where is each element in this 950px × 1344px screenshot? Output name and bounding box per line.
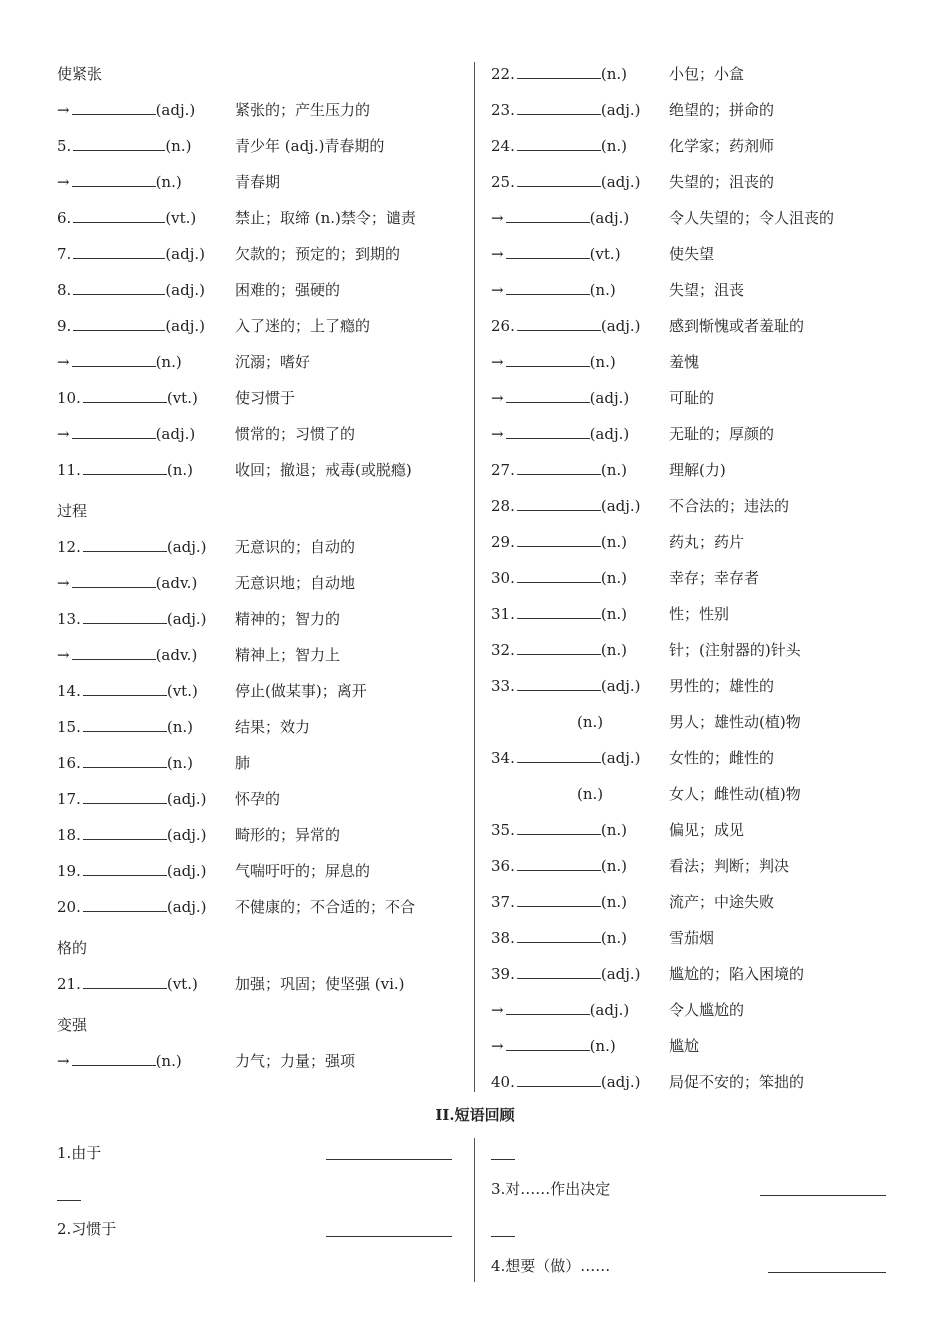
- answer-blank[interactable]: [517, 62, 601, 79]
- entry-number: 14.: [57, 682, 81, 700]
- vocab-entry-row: [491, 276, 911, 312]
- chinese-meaning: 女人；雌性动(植)物: [669, 785, 801, 803]
- entry-number: 16.: [57, 754, 81, 772]
- part-of-speech: (n.): [166, 461, 193, 479]
- vocab-entry-row: [491, 348, 911, 384]
- entry-number: 13.: [57, 610, 81, 628]
- answer-blank[interactable]: [83, 823, 167, 840]
- part-of-speech: (vt.): [166, 975, 198, 993]
- entry-number: 19.: [57, 862, 81, 880]
- entry-number: 8.: [57, 281, 72, 299]
- vocab-entry-row: [491, 132, 911, 168]
- entry-number: 28.: [491, 497, 515, 515]
- chinese-meaning: 流产；中途失败: [669, 893, 775, 911]
- part-of-speech: (adj.): [166, 790, 207, 808]
- answer-blank[interactable]: [506, 350, 590, 367]
- phrase-answer-continuation-1: [57, 1200, 81, 1201]
- answer-blank[interactable]: [72, 350, 156, 367]
- phrase-answer-blank-2[interactable]: [326, 1236, 452, 1237]
- derivation-arrow-icon: →: [57, 173, 70, 191]
- entry-number: 36.: [491, 857, 515, 875]
- answer-blank[interactable]: [83, 679, 167, 696]
- entry-continuation-text: 过程: [57, 502, 88, 520]
- entry-number: 30.: [491, 569, 515, 587]
- entry-number: 29.: [491, 533, 515, 551]
- section-title-phrase-review: II.短语回顾: [435, 1106, 515, 1124]
- entry-number: 7.: [57, 245, 72, 263]
- chinese-meaning: 化学家；药剂师: [669, 137, 775, 155]
- vocab-entry-row: [57, 569, 462, 605]
- part-of-speech: (adj.): [166, 862, 207, 880]
- chinese-meaning: 性；性别: [669, 605, 730, 623]
- part-of-speech: (adj.): [155, 425, 196, 443]
- chinese-meaning: 无耻的；厚颜的: [669, 425, 775, 443]
- chinese-meaning: 小包；小盒: [669, 65, 745, 83]
- derivation-arrow-icon: →: [57, 353, 70, 371]
- chinese-meaning: 局促不安的；笨拙的: [669, 1073, 805, 1091]
- vocab-entry-row: [57, 677, 462, 713]
- part-of-speech: (n.): [600, 821, 627, 839]
- derivation-arrow-icon: →: [491, 1037, 504, 1055]
- answer-blank[interactable]: [506, 278, 590, 295]
- answer-blank[interactable]: [517, 566, 601, 583]
- part-of-speech: (adj.): [166, 898, 207, 916]
- answer-blank[interactable]: [72, 1049, 156, 1066]
- chinese-meaning: 理解(力): [669, 461, 726, 479]
- vocab-entry-row: [491, 312, 911, 348]
- chinese-meaning: 入了迷的；上了瘾的: [235, 317, 371, 335]
- part-of-speech: (n.): [600, 893, 627, 911]
- answer-blank[interactable]: [506, 1034, 590, 1051]
- vocab-entry-row: [57, 312, 462, 348]
- part-of-speech: (adj.): [600, 677, 641, 695]
- part-of-speech: (adj.): [155, 101, 196, 119]
- answer-blank[interactable]: [83, 458, 167, 475]
- entry-number: 33.: [491, 677, 515, 695]
- vocab-entry-row: [57, 857, 462, 893]
- chinese-meaning: 药丸；药片: [669, 533, 745, 551]
- part-of-speech: (adv.): [155, 646, 198, 664]
- answer-blank[interactable]: [517, 890, 601, 907]
- vocab-entry-row: [491, 636, 911, 672]
- part-of-speech: (adj.): [589, 1001, 630, 1019]
- part-of-speech: (adj.): [165, 281, 205, 299]
- answer-blank[interactable]: [517, 926, 601, 943]
- vocab-entry-row: [57, 204, 462, 240]
- vocab-entry-row: [57, 785, 462, 821]
- entry-number: 18.: [57, 826, 81, 844]
- answer-blank-spacer: [493, 783, 577, 799]
- answer-blank[interactable]: [72, 571, 156, 588]
- answer-blank[interactable]: [72, 422, 156, 439]
- answer-blank[interactable]: [83, 607, 167, 624]
- part-of-speech: (adj.): [600, 173, 641, 191]
- vocab-entry-row: [491, 528, 911, 564]
- entry-number: 23.: [491, 101, 515, 119]
- entry-number: 22.: [491, 65, 515, 83]
- entry-number: 17.: [57, 790, 81, 808]
- entry-number: 40.: [491, 1073, 515, 1091]
- part-of-speech: (n.): [600, 569, 627, 587]
- chinese-meaning: 幸存；幸存者: [669, 569, 760, 587]
- chinese-meaning: 精神上；智力上: [235, 646, 341, 664]
- part-of-speech: (vt.): [166, 389, 198, 407]
- part-of-speech: (n.): [600, 65, 627, 83]
- chinese-meaning: 可耻的: [669, 389, 715, 407]
- answer-blank[interactable]: [506, 998, 590, 1015]
- vocab-entry-row: [57, 1047, 462, 1083]
- part-of-speech: (n.): [600, 929, 627, 947]
- part-of-speech: (n.): [589, 1037, 616, 1055]
- vocab-entry-row: [491, 852, 911, 888]
- chinese-meaning: 尴尬: [669, 1037, 700, 1055]
- answer-blank[interactable]: [83, 715, 167, 732]
- chinese-meaning: 失望；沮丧: [669, 281, 745, 299]
- entry-number: 15.: [57, 718, 81, 736]
- answer-blank[interactable]: [517, 818, 601, 835]
- vocab-entry-row: [57, 749, 462, 785]
- answer-blank[interactable]: [506, 242, 590, 259]
- entry-number: 39.: [491, 965, 515, 983]
- chinese-meaning: 力气；力量；强项: [235, 1052, 356, 1070]
- chinese-meaning: 感到惭愧或者羞耻的: [669, 317, 805, 335]
- right-vocab-column: [491, 60, 911, 1104]
- chinese-meaning: 怀孕的: [235, 790, 281, 808]
- vocab-entry-row: [491, 960, 911, 996]
- answer-blank[interactable]: [73, 314, 165, 331]
- derivation-arrow-icon: →: [57, 646, 70, 664]
- answer-blank[interactable]: [517, 1070, 601, 1087]
- chinese-meaning: 青春期: [235, 173, 281, 191]
- answer-blank[interactable]: [83, 787, 167, 804]
- entry-number: 20.: [57, 898, 81, 916]
- chinese-meaning: 绝望的；拼命的: [669, 101, 775, 119]
- phrase-label-4: 4.想要（做）……: [491, 1257, 611, 1275]
- vocab-entry-row: [491, 1032, 911, 1068]
- entry-number: 26.: [491, 317, 515, 335]
- part-of-speech: (n.): [166, 754, 193, 772]
- vocab-entry-row: [491, 600, 911, 636]
- vocab-entry-row: [57, 605, 462, 641]
- vocab-entry-row: [491, 996, 911, 1032]
- vocab-entry-row: [491, 672, 911, 708]
- chinese-meaning: 困难的；强硬的: [235, 281, 341, 299]
- chinese-meaning: 青少年 (adj.)青春期的: [235, 137, 385, 155]
- chinese-meaning: 惯常的；习惯了的: [235, 425, 356, 443]
- vocab-entry-row: [57, 132, 462, 168]
- vocab-entry-row: [57, 420, 462, 456]
- vocab-entry-row: [491, 420, 911, 456]
- part-of-speech: (n.): [589, 353, 616, 371]
- part-of-speech: (adj.): [600, 497, 641, 515]
- chinese-meaning: 畸形的；异常的: [235, 826, 341, 844]
- answer-blank[interactable]: [506, 206, 590, 223]
- entry-number: 32.: [491, 641, 515, 659]
- part-of-speech: (adj.): [600, 1073, 641, 1091]
- answer-blank[interactable]: [72, 643, 156, 660]
- entry-continuation-text: 格的: [57, 939, 88, 957]
- answer-blank[interactable]: [73, 206, 165, 223]
- entry-number: 34.: [491, 749, 515, 767]
- vocab-entry-row: [57, 168, 462, 204]
- part-of-speech: (n.): [589, 281, 616, 299]
- entry-number: 21.: [57, 975, 81, 993]
- chinese-meaning: 加强；巩固；使坚强 (vi.): [235, 975, 405, 993]
- vocab-entry-row: [491, 816, 911, 852]
- derivation-arrow-icon: →: [491, 353, 504, 371]
- part-of-speech: (n.): [600, 137, 627, 155]
- chinese-meaning: 肺: [235, 754, 251, 772]
- entry-number: 31.: [491, 605, 515, 623]
- answer-blank[interactable]: [73, 278, 165, 295]
- answer-blank[interactable]: [73, 242, 165, 259]
- entry-number: 35.: [491, 821, 515, 839]
- chinese-meaning: 使习惯于: [235, 389, 296, 407]
- part-of-speech: (n.): [600, 605, 627, 623]
- answer-blank[interactable]: [72, 170, 156, 187]
- answer-blank[interactable]: [83, 859, 167, 876]
- chinese-meaning: 紧张的；产生压力的: [235, 101, 371, 119]
- answer-blank[interactable]: [73, 134, 165, 151]
- part-of-speech: (adv.): [155, 574, 198, 592]
- part-of-speech: (adj.): [165, 245, 205, 263]
- vocab-entry-row: [57, 276, 462, 312]
- entry-number: 5.: [57, 137, 72, 155]
- chinese-meaning: 令人失望的；令人沮丧的: [669, 209, 835, 227]
- vocab-entry-row: [491, 384, 911, 420]
- chinese-meaning: 失望的；沮丧的: [669, 173, 775, 191]
- entry-number: 27.: [491, 461, 515, 479]
- chinese-meaning: 针；(注射器的)针头: [669, 641, 801, 659]
- chinese-meaning: 结果；效力: [235, 718, 311, 736]
- part-of-speech: (n.): [600, 641, 627, 659]
- left-vocab-column: [57, 60, 462, 1083]
- part-of-speech: (vt.): [166, 682, 198, 700]
- answer-blank[interactable]: [83, 535, 167, 552]
- answer-blank[interactable]: [506, 422, 590, 439]
- answer-blank[interactable]: [72, 98, 156, 115]
- entry-number: 10.: [57, 389, 81, 407]
- vocab-entry-row: [491, 168, 911, 204]
- vocab-entry-row: [491, 924, 911, 960]
- derivation-arrow-icon: →: [57, 1052, 70, 1070]
- answer-blank[interactable]: [517, 170, 601, 187]
- phrase-column-divider: [474, 1138, 475, 1282]
- part-of-speech: (n.): [155, 353, 182, 371]
- part-of-speech: (adj.): [600, 101, 641, 119]
- derivation-arrow-icon: →: [57, 574, 70, 592]
- part-of-speech: (n.): [600, 533, 627, 551]
- vocab-entry-row: [57, 970, 462, 1011]
- part-of-speech: (n.): [600, 461, 627, 479]
- vocab-entry-row: [491, 492, 911, 528]
- derivation-arrow-icon: →: [491, 1001, 504, 1019]
- part-of-speech: (adj.): [600, 965, 641, 983]
- answer-blank[interactable]: [83, 386, 167, 403]
- chinese-meaning: 尴尬的；陷入困境的: [669, 965, 805, 983]
- part-of-speech: (n.): [155, 173, 182, 191]
- derivation-arrow-icon: →: [57, 101, 70, 119]
- vocab-entry-row: [491, 240, 911, 276]
- answer-blank[interactable]: [517, 530, 601, 547]
- chinese-meaning: 男性的；雄性的: [669, 677, 775, 695]
- vocab-entry-row: [57, 456, 462, 497]
- phrase-answer-blank-1[interactable]: [326, 1159, 452, 1160]
- entry-number: 6.: [57, 209, 72, 227]
- entry-number: 25.: [491, 173, 515, 191]
- chinese-meaning: 禁止；取缔 (n.)禁令；谴责: [235, 209, 416, 227]
- vocab-entry-row: [491, 60, 911, 96]
- entry-number: 38.: [491, 929, 515, 947]
- part-of-speech: (adj.): [600, 749, 641, 767]
- derivation-arrow-icon: →: [491, 281, 504, 299]
- part-of-speech: (adj.): [166, 538, 207, 556]
- vocab-entry-row: [491, 744, 911, 780]
- answer-blank[interactable]: [517, 674, 601, 691]
- chinese-meaning: 沉溺；嗜好: [235, 353, 311, 371]
- answer-blank[interactable]: [517, 314, 601, 331]
- answer-blank[interactable]: [517, 98, 601, 115]
- answer-blank-spacer: [493, 711, 577, 727]
- entry-number: 9.: [57, 317, 72, 335]
- part-of-speech: (adj.): [166, 610, 207, 628]
- vocab-entry-row: [57, 821, 462, 857]
- answer-blank[interactable]: [517, 962, 601, 979]
- answer-blank[interactable]: [517, 602, 601, 619]
- part-of-speech: (n.): [577, 713, 604, 731]
- entry-continuation-text: 使紧张: [57, 65, 103, 83]
- vocab-entry-row: [57, 533, 462, 569]
- phrase-label-2: 2.习惯于: [57, 1220, 117, 1238]
- vocab-entry-row: [57, 641, 462, 677]
- entry-number: 24.: [491, 137, 515, 155]
- chinese-meaning: 女性的；雌性的: [669, 749, 775, 767]
- chinese-meaning: 偏见；成见: [669, 821, 745, 839]
- derivation-arrow-icon: →: [491, 245, 504, 263]
- entry-number: 11.: [57, 461, 81, 479]
- chinese-meaning: 收回；撤退；戒毒(或脱瘾): [235, 461, 412, 479]
- part-of-speech: (adj.): [589, 209, 630, 227]
- entry-number: 37.: [491, 893, 515, 911]
- part-of-speech: (vt.): [589, 245, 621, 263]
- answer-blank[interactable]: [517, 458, 601, 475]
- part-of-speech: (n.): [166, 718, 193, 736]
- entry-number: 12.: [57, 538, 81, 556]
- answer-blank[interactable]: [83, 895, 167, 912]
- chinese-meaning: 看法；判断；判决: [669, 857, 790, 875]
- answer-blank[interactable]: [517, 134, 601, 151]
- part-of-speech: (adj.): [166, 826, 207, 844]
- vocab-entry-row: [491, 780, 911, 816]
- derivation-arrow-icon: →: [491, 425, 504, 443]
- vocab-entry-row: [491, 564, 911, 600]
- chinese-meaning: 无意识的；自动的: [235, 538, 356, 556]
- chinese-meaning: 使失望: [669, 245, 715, 263]
- phrase-answer-blank-3[interactable]: [760, 1195, 886, 1196]
- part-of-speech: (adj.): [589, 425, 630, 443]
- answer-blank[interactable]: [517, 854, 601, 871]
- answer-blank[interactable]: [83, 751, 167, 768]
- phrase-answer-continuation-3: [491, 1236, 515, 1237]
- vocab-entry-row: [491, 456, 911, 492]
- part-of-speech: (n.): [155, 1052, 182, 1070]
- vocab-entry-row: [491, 1068, 911, 1104]
- vocab-entry-row: [57, 384, 462, 420]
- derivation-arrow-icon: →: [57, 425, 70, 443]
- vocab-entry-row: [57, 348, 462, 384]
- answer-blank[interactable]: [517, 638, 601, 655]
- phrase-answer-continuation-2: [491, 1159, 515, 1160]
- chinese-meaning: 男人；雄性动(植)物: [669, 713, 801, 731]
- part-of-speech: (vt.): [165, 209, 197, 227]
- entry-continuation-text: 变强: [57, 1016, 88, 1034]
- answer-blank[interactable]: [517, 746, 601, 763]
- derivation-arrow-icon: →: [491, 389, 504, 407]
- chinese-meaning: 停止(做某事)；离开: [235, 682, 367, 700]
- phrase-answer-blank-4[interactable]: [768, 1272, 886, 1273]
- chinese-meaning: 雪茄烟: [669, 929, 715, 947]
- vocab-entry-row: [491, 888, 911, 924]
- part-of-speech: (adj.): [165, 317, 205, 335]
- part-of-speech: (adj.): [589, 389, 630, 407]
- vocab-entry-row: [57, 713, 462, 749]
- chinese-meaning: 羞愧: [669, 353, 700, 371]
- derivation-arrow-icon: →: [491, 209, 504, 227]
- answer-blank[interactable]: [83, 972, 167, 989]
- part-of-speech: (n.): [577, 785, 604, 803]
- column-divider: [474, 62, 475, 1092]
- chinese-meaning: 气喘吁吁的；屏息的: [235, 862, 371, 880]
- chinese-meaning: 不健康的；不合适的；不合: [235, 898, 416, 916]
- phrase-label-3: 3.对……作出决定: [491, 1180, 611, 1198]
- part-of-speech: (n.): [600, 857, 627, 875]
- answer-blank[interactable]: [517, 494, 601, 511]
- chinese-meaning: 欠款的；预定的；到期的: [235, 245, 401, 263]
- phrase-label-1: 1.由于: [57, 1144, 102, 1162]
- vocab-entry-row: [57, 893, 462, 934]
- vocab-entry-row: [57, 96, 462, 132]
- chinese-meaning: 不合法的；违法的: [669, 497, 790, 515]
- answer-blank[interactable]: [506, 386, 590, 403]
- vocab-entry-row: [57, 240, 462, 276]
- chinese-meaning: 精神的；智力的: [235, 610, 341, 628]
- vocab-entry-row: [491, 204, 911, 240]
- chinese-meaning: 无意识地；自动地: [235, 574, 356, 592]
- part-of-speech: (n.): [165, 137, 192, 155]
- part-of-speech: (adj.): [600, 317, 641, 335]
- chinese-meaning: 令人尴尬的: [669, 1001, 745, 1019]
- vocab-entry-row: [491, 708, 911, 744]
- vocab-entry-row: [491, 96, 911, 132]
